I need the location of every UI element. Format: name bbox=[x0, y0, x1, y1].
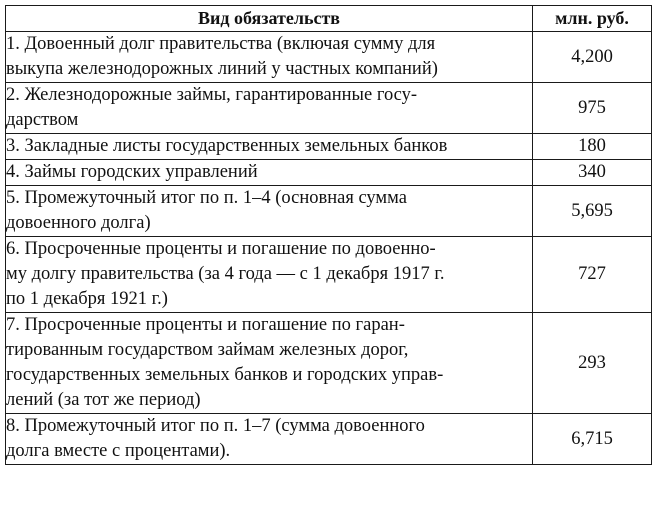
row-text-line: 5. Промежуточный итог по п. 1–4 (основная сумма bbox=[6, 188, 407, 208]
row-description bbox=[6, 160, 533, 186]
row-value: 5,695 bbox=[533, 186, 652, 237]
row-description bbox=[6, 414, 533, 465]
row-description bbox=[6, 32, 533, 83]
row-value: 340 bbox=[533, 160, 652, 186]
row-text-line: 8. Промежуточный итог по п. 1–7 (сумма довоенного bbox=[6, 416, 425, 436]
row-value: 6,715 bbox=[533, 414, 652, 465]
row-text-line: государственных земельных банков и городских управ- bbox=[6, 365, 444, 385]
table-row bbox=[6, 237, 652, 313]
row-value: 293 bbox=[533, 313, 652, 414]
header-amount: млн. руб. bbox=[533, 6, 652, 32]
debt-table bbox=[5, 5, 652, 465]
row-text-line: 2. Железнодорожные займы, гарантированные госу- bbox=[6, 85, 418, 105]
row-text-line: 7. Просроченные проценты и погашение по гаран- bbox=[6, 315, 405, 335]
row-description bbox=[6, 134, 533, 160]
row-text-line: 6. Просроченные проценты и погашение по довоенно- bbox=[6, 239, 436, 259]
row-text-line: долга вместе с процентами). bbox=[6, 441, 231, 461]
row-description bbox=[6, 313, 533, 414]
row-text-line: выкупа железнодорожных линий у частных компаний) bbox=[6, 59, 438, 79]
row-text-line: 1. Довоенный долг правительства (включая сумму для bbox=[6, 34, 436, 54]
row-text-line: му долгу правительства (за 4 года — с 1 декабря 1917 г. bbox=[6, 264, 445, 284]
row-description bbox=[6, 186, 533, 237]
row-value: 727 bbox=[533, 237, 652, 313]
table-row bbox=[6, 134, 652, 160]
table-row bbox=[6, 186, 652, 237]
row-text-line: довоенного долга) bbox=[6, 213, 151, 233]
row-value: 975 bbox=[533, 83, 652, 134]
row-text-line: дарством bbox=[6, 110, 79, 130]
row-text-line: по 1 декабря 1921 г.) bbox=[6, 289, 168, 309]
row-description bbox=[6, 237, 533, 313]
table-row bbox=[6, 32, 652, 83]
row-value: 4,200 bbox=[533, 32, 652, 83]
row-value: 180 bbox=[533, 134, 652, 160]
table-row bbox=[6, 83, 652, 134]
table-row bbox=[6, 313, 652, 414]
table-row bbox=[6, 160, 652, 186]
row-text-line: лений (за тот же период) bbox=[6, 390, 201, 410]
row-description bbox=[6, 83, 533, 134]
row-text-line: 3. Закладные листы государственных земельных банков bbox=[6, 136, 448, 156]
table-header-row bbox=[6, 6, 652, 32]
header-type: Вид обязательств bbox=[6, 6, 533, 32]
table-row bbox=[6, 414, 652, 465]
row-text-line: 4. Займы городских управлений bbox=[6, 162, 258, 182]
row-text-line: тированным государством займам железных дорог, bbox=[6, 340, 409, 360]
